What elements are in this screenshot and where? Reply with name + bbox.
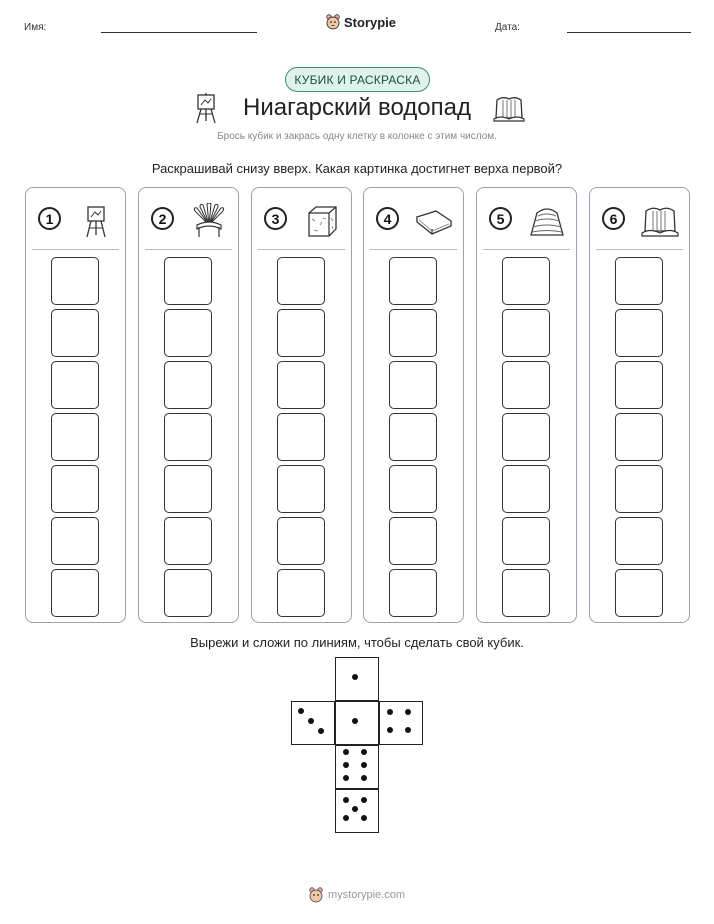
brand-name: Storypie: [344, 14, 397, 30]
color-cell[interactable]: [502, 465, 550, 513]
color-cell[interactable]: [615, 569, 663, 617]
color-cell[interactable]: [164, 465, 212, 513]
color-cell[interactable]: [277, 257, 325, 305]
footer: [0, 887, 714, 903]
dice-pip: [387, 709, 393, 715]
color-cell[interactable]: [389, 361, 437, 409]
color-cell[interactable]: [615, 309, 663, 357]
dice-face-top: [335, 657, 379, 701]
dice-pip: [361, 815, 367, 821]
dice-pip: [405, 727, 411, 733]
color-cell[interactable]: [615, 257, 663, 305]
dice-pip: [352, 674, 358, 680]
color-cell[interactable]: [389, 413, 437, 461]
color-cell[interactable]: [51, 413, 99, 461]
storypie-mascot-icon: [326, 14, 340, 30]
color-cell[interactable]: [51, 257, 99, 305]
dice-pip: [361, 775, 367, 781]
column-header: [483, 188, 570, 250]
color-cell[interactable]: [277, 569, 325, 617]
color-cell[interactable]: [615, 465, 663, 513]
dice-pip: [343, 815, 349, 821]
brand-logo: [326, 14, 396, 30]
dice-pip: [352, 806, 358, 812]
waterfall-icon: [640, 203, 680, 239]
dice-pip: [343, 749, 349, 755]
dice-pip: [343, 762, 349, 768]
dice-pip: [361, 797, 367, 803]
waterfall-icon: [493, 94, 525, 122]
name-label: Имя:: [24, 22, 47, 33]
column-header: [596, 188, 683, 250]
column-number: 2: [151, 207, 174, 230]
page-title: Ниагарский водопад: [243, 94, 471, 121]
book-icon: [414, 203, 454, 239]
color-cell[interactable]: [164, 569, 212, 617]
dice-pip: [361, 749, 367, 755]
subtitle: Брось кубик и закрась одну клетку в колонке с этим числом.: [217, 131, 497, 142]
feather-headdress-icon: [189, 203, 229, 239]
color-cell[interactable]: [502, 361, 550, 409]
footer-url[interactable]: mystorypie.com: [327, 889, 406, 901]
column-2: [138, 187, 239, 623]
date-label: Дата:: [495, 22, 520, 33]
color-cell[interactable]: [502, 309, 550, 357]
dice-face-bottom: [335, 789, 379, 833]
dice-pip: [318, 728, 324, 734]
color-cell[interactable]: [502, 257, 550, 305]
dice-face-center: [335, 701, 379, 745]
column-3: [251, 187, 352, 623]
color-cell[interactable]: [277, 413, 325, 461]
dice-pip: [343, 797, 349, 803]
stone-block-icon: [302, 203, 342, 239]
column-header: [32, 188, 119, 250]
color-cell[interactable]: [615, 413, 663, 461]
dice-pip: [352, 718, 358, 724]
dice-pip: [343, 775, 349, 781]
color-cell[interactable]: [615, 517, 663, 565]
column-4: [363, 187, 464, 623]
easel-icon: [76, 203, 116, 239]
dice-pip: [308, 718, 314, 724]
color-cell[interactable]: [389, 517, 437, 565]
dice-pip: [405, 709, 411, 715]
color-cell[interactable]: [389, 257, 437, 305]
color-cell[interactable]: [164, 517, 212, 565]
color-cell[interactable]: [277, 309, 325, 357]
column-header: [370, 188, 457, 250]
color-cell[interactable]: [51, 517, 99, 565]
color-cell[interactable]: [389, 309, 437, 357]
color-cell[interactable]: [164, 361, 212, 409]
color-cell[interactable]: [51, 361, 99, 409]
column-number: 5: [489, 207, 512, 230]
storypie-mascot-icon: [309, 887, 323, 903]
column-header: [258, 188, 345, 250]
dice-face-right: [379, 701, 423, 745]
color-cell[interactable]: [615, 361, 663, 409]
column-number: 1: [38, 207, 61, 230]
column-number: 3: [264, 207, 287, 230]
color-cell[interactable]: [164, 413, 212, 461]
color-cell[interactable]: [277, 361, 325, 409]
column-5: [476, 187, 577, 623]
color-cell[interactable]: [389, 569, 437, 617]
column-header: [145, 188, 232, 250]
color-cell[interactable]: [164, 309, 212, 357]
color-cell[interactable]: [51, 465, 99, 513]
name-line[interactable]: [101, 32, 257, 33]
color-cell[interactable]: [277, 517, 325, 565]
activity-badge: КУБИК И РАСКРАСКА: [285, 67, 430, 92]
dice-pip: [298, 708, 304, 714]
instruction-text: Раскрашивай снизу вверх. Какая картинка достигнет верха первой?: [151, 161, 563, 176]
column-6: [589, 187, 690, 623]
dice-pip: [361, 762, 367, 768]
color-cell[interactable]: [277, 465, 325, 513]
color-cell[interactable]: [502, 413, 550, 461]
color-cell[interactable]: [51, 309, 99, 357]
dice-face-lower: [335, 745, 379, 789]
column-1: [25, 187, 126, 623]
color-cell[interactable]: [164, 257, 212, 305]
column-number: 4: [376, 207, 399, 230]
column-number: 6: [602, 207, 625, 230]
color-cell[interactable]: [51, 569, 99, 617]
cut-instruction: Вырежи и сложи по линиям, чтобы сделать свой кубик.: [190, 635, 524, 650]
rock-mound-icon: [527, 203, 567, 239]
color-cell[interactable]: [389, 465, 437, 513]
date-line[interactable]: [567, 32, 691, 33]
dice-pip: [387, 727, 393, 733]
color-cell[interactable]: [502, 517, 550, 565]
color-cell[interactable]: [502, 569, 550, 617]
dice-face-left: [291, 701, 335, 745]
